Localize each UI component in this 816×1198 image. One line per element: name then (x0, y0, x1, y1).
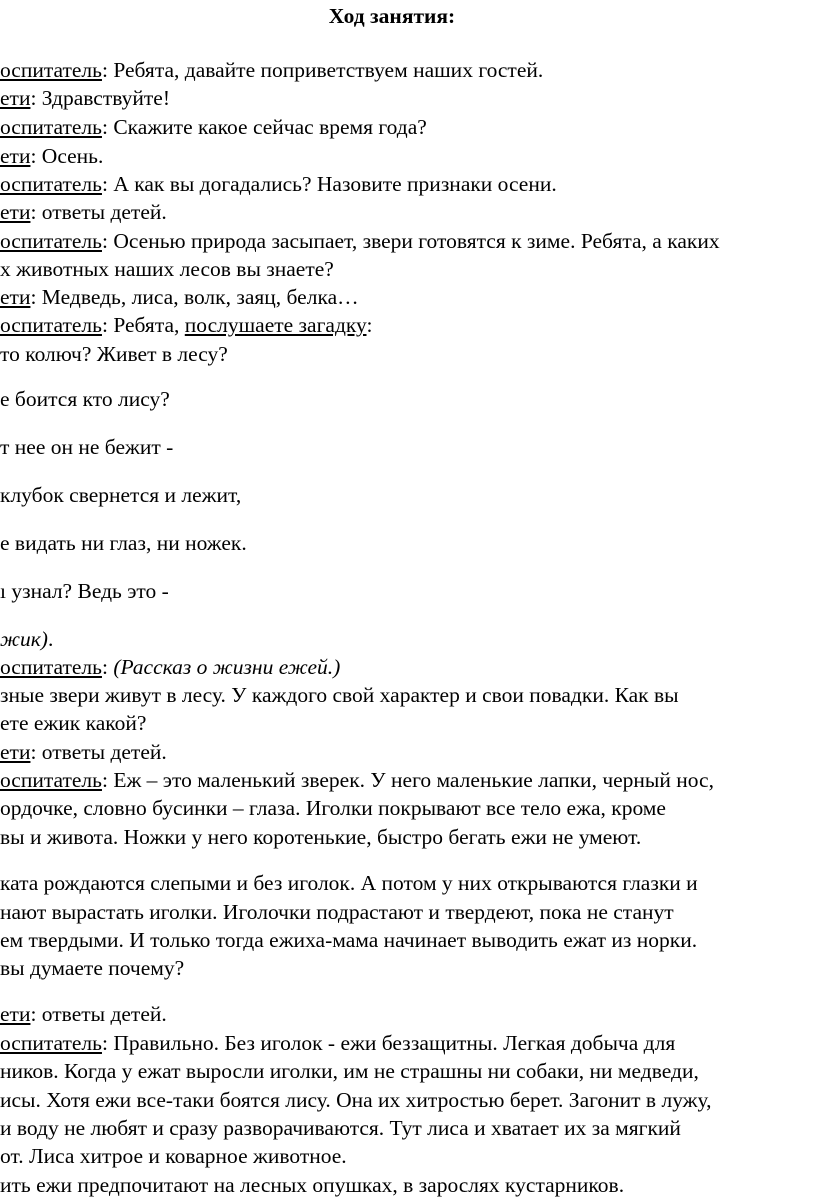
text-line (0, 958, 184, 980)
line-text: : Правильно. Без иголок - ежи беззащитны. Легкая добыча для (101, 1031, 676, 1055)
text-line (0, 1090, 711, 1112)
line-text: : Осенью природа засыпает, звери готовятся к зиме. Ребята, а каких (101, 229, 720, 253)
text-line (0, 533, 247, 555)
line-text: ката рождаются слепыми и без иголок. А потом у них открываются глазки и (0, 871, 698, 895)
text-line (0, 344, 228, 366)
line-text: : ответы детей. (30, 1002, 167, 1026)
line-text: е видать ни глаз, ни ножек. (0, 531, 247, 555)
line-text: ете ежик какой? (0, 711, 147, 735)
text-line (0, 930, 697, 952)
italic-text: (Рассказ о жизни ежей.) (113, 655, 341, 679)
text-line (0, 902, 674, 924)
text-line (0, 629, 53, 651)
text-line (0, 389, 170, 411)
line-text: : А как вы догадались? Назовите признаки осени. (101, 172, 557, 196)
text-line (0, 60, 543, 82)
underlined-text: оспитатель (0, 172, 102, 196)
underlined-text: оспитатель (0, 768, 102, 792)
underlined-text: оспитатель (0, 229, 102, 253)
line-text: то колюч? Живет в лесу? (0, 342, 228, 366)
text-line (0, 315, 372, 337)
page-title: Ход занятия: (328, 4, 456, 28)
line-text: : Здравствуйте! (30, 86, 171, 110)
line-text: : Скажите какое сейчас время года? (101, 115, 427, 139)
line-text: : ответы детей. (30, 200, 167, 224)
line-text: и воду не любят и сразу разворачиваются. Тут лиса и хватает их за мягкий (0, 1116, 681, 1140)
text-line (0, 259, 334, 281)
underlined-text: оспитатель (0, 1031, 102, 1055)
line-text: нают вырастать иголки. Иголочки подрастают и твердеют, пока не станут (0, 900, 674, 924)
line-text: ем твердыми. И только тогда ежиха-мама начинает выводить ежат из норки. (0, 928, 698, 952)
underlined-text: ети (0, 1002, 31, 1026)
underlined-text: ети (0, 740, 31, 764)
underlined-text: оспитатель (0, 313, 102, 337)
line-text: вы и живота. Ножки у него коротенькие, быстро бегать ежи не умеют. (0, 825, 642, 849)
underlined-text: послушаете загадку (184, 313, 367, 337)
line-text: : (101, 655, 114, 679)
text-line (0, 1175, 624, 1197)
text-line (0, 117, 427, 139)
line-text: ı узнал? Ведь это - (0, 579, 169, 603)
text-line (0, 202, 167, 224)
line-text: : Ребята, (101, 313, 185, 337)
line-text: ить ежи предпочитают на лесных опушках, в зарослях кустарников. (0, 1173, 625, 1197)
line-text: вы думаете почему? (0, 956, 185, 980)
line-text: : Осень. (30, 144, 104, 168)
line-text: е боится кто лису? (0, 387, 170, 411)
text-line (0, 581, 169, 603)
text-line (0, 437, 173, 459)
text-line (0, 146, 103, 168)
line-text: ников. Когда у ежат выросли иголки, им не страшны ни собаки, ни медведи, (0, 1059, 699, 1083)
text-line (0, 685, 679, 707)
text-line (0, 1033, 675, 1055)
line-text: : Медведь, лиса, волк, заяц, белка… (30, 285, 359, 309)
line-text: : (366, 313, 373, 337)
text-line (0, 798, 666, 820)
text-line (0, 742, 167, 764)
text-line (0, 873, 698, 895)
line-text: : ответы детей. (30, 740, 167, 764)
text-line (0, 88, 170, 110)
underlined-text: ети (0, 144, 31, 168)
underlined-text: оспитатель (0, 655, 102, 679)
text-line (0, 713, 146, 735)
line-text: : Ребята, давайте поприветствуем наших гостей. (101, 58, 544, 82)
line-text: исы. Хотя ежи все-таки боятся лису. Она их хитростью берет. Загонит в лужу, (0, 1088, 712, 1112)
line-text: ордочке, словно бусинки – глаза. Иголки покрывают все тело ежа, кроме (0, 796, 666, 820)
text-line (0, 231, 720, 253)
underlined-text: ети (0, 285, 31, 309)
text-line (0, 657, 340, 679)
underlined-text: оспитатель (0, 115, 102, 139)
italic-text: жик) (0, 627, 48, 651)
underlined-text: оспитатель (0, 58, 102, 82)
line-text: х животных наших лесов вы знаете? (0, 257, 334, 281)
line-text: т нее он не бежит - (0, 435, 174, 459)
line-text: клубок свернется и лежит, (0, 483, 242, 507)
text-line (0, 1118, 681, 1140)
text-line (0, 1004, 167, 1026)
text-line (0, 287, 359, 309)
text-line (0, 1061, 699, 1083)
text-line (0, 1146, 347, 1168)
text-line (0, 174, 557, 196)
text-line (0, 770, 714, 792)
line-text: : Еж – это маленький зверек. У него маленькие лапки, черный нос, (101, 768, 714, 792)
line-text: . (47, 627, 54, 651)
line-text: зные звери живут в лесу. У каждого свой характер и свои повадки. Как вы (0, 683, 679, 707)
underlined-text: ети (0, 86, 31, 110)
underlined-text: ети (0, 200, 31, 224)
text-line (0, 485, 241, 507)
text-line (0, 827, 641, 849)
line-text: от. Лиса хитрое и коварное животное. (0, 1144, 347, 1168)
